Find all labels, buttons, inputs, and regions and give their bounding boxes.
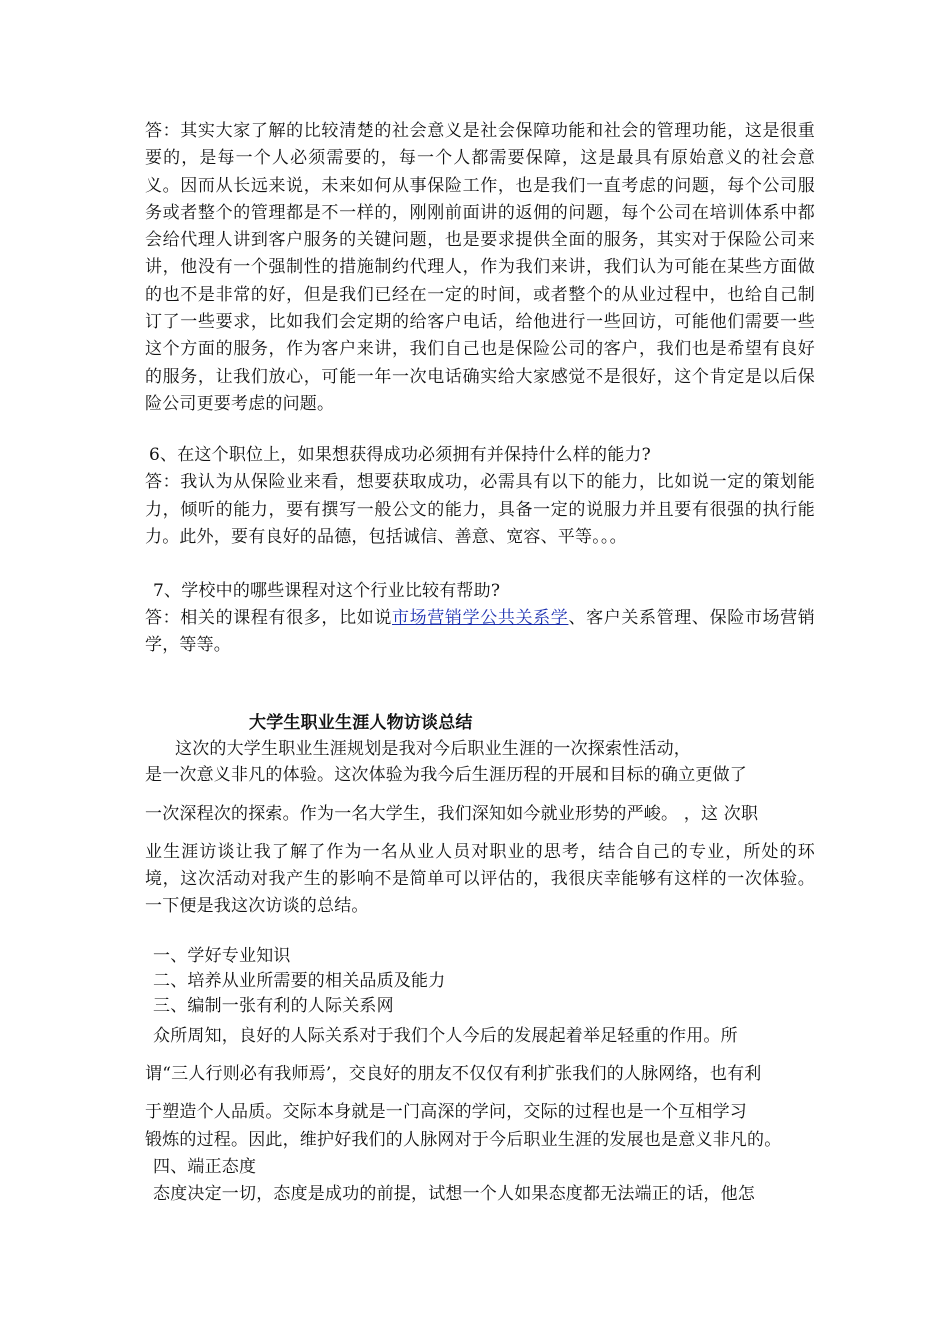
answer-7-prefix: 答：相关的课程有很多，比如说 [145, 607, 392, 628]
summary-intro-line-3: 一次深程次的探索。作为一名大学生，我们深知如今就业形势的严峻。 ，这 次职 [145, 803, 759, 824]
answer-6: 答：我认为从保险业来看，想要获取成功，必需具有以下的能力，比如说一定的策划能力，倾听的能力，要有撰写一般公文的能力，具备一定的说服力并且要有很强的执行能力。此外，要有良好的品德，包括诚信、善意、宽容、平等。。。 [145, 472, 815, 548]
summary-item-3: 三、编制一张有利的人际关系网 [153, 995, 394, 1016]
summary-item-1: 一、学好专业知识 [153, 945, 291, 966]
network-line-1: 众所周知，良好的人际关系对于我们个人今后的发展起着举足轻重的作用。所 [153, 1025, 738, 1046]
network-line-3: 于塑造个人品质。交际本身就是一门高深的学问，交际的过程也是一个互相学习 [145, 1101, 747, 1122]
answer-5-paragraph: 答：其实大家了解的比较清楚的社会意义是社会保障功能和社会的管理功能，这是很重要的，是每一个人必须需要的，每一个人都需要保障，这是最具有原始意义的社会意义。因而从长远来说，未来如何从事保险工作，也是我们一直考虑的问题，每个公司服务或者整个的管理都是不一样的，刚刚前面讲的返佣的问题，每个公司在培训体系中都会给代理人讲到客户服务的关键问题，也是要求提供全面的服务，其实对于保险公司来讲，他没有一个强制性的措施制约代理人，作为我们来讲，我们认为可能在某些方面做的也不是非常的好，但是我们已经在一定的时间，或者整个的从业过程中，也给自己制订了一些要求，比如我们会定期的给客户电话，给他进行一些回访，可能他们需要一些这个方面的服务，作为客户来讲，我们自己也是保险公司的客户，我们也是希望有良好的服务，让我们放心，可能一年一次电话确实给大家感觉不是很好，这个肯定是以后保险公司更要考虑的问题。 [145, 121, 815, 414]
summary-intro-line-1: 这次的大学生职业生涯规划是我对今后职业生涯的一次探索性活动， [175, 738, 691, 759]
attitude-line: 态度决定一切，态度是成功的前提，试想一个人如果态度都无法端正的话，他怎 [153, 1183, 755, 1204]
question-6: 6、在这个职位上，如果想获得成功必须拥有并保持什么样的能力? [149, 445, 651, 466]
summary-intro-rest: 业生涯访谈让我了解了作为一名从业人员对职业的思考，结合自己的专业，所处的环境，这次活动对我产生的影响不是简单可以评估的，我很庆幸能够有这样的一次体验。一下便是我这次访谈的总结。 [145, 841, 815, 916]
course-link[interactable]: 市场营销学公共关系学 [392, 607, 569, 628]
answer-7 [145, 605, 815, 660]
question-7: 7、学校中的哪些课程对这个行业比较有帮助? [153, 580, 501, 601]
document-page [145, 118, 815, 1207]
answer-7-suffix: 、客户关系管理、保险市场营销学，等等。 [145, 607, 815, 656]
summary-intro-line-2: 是一次意义非凡的体验。这次体验为我今后生涯历程的开展和目标的确立更做了 [145, 764, 747, 785]
network-rest: 锻炼的过程。因此，维护好我们的人脉网对于今后职业生涯的发展也是意义非凡的。 [145, 1129, 782, 1150]
network-line-2: 谓“三人行则必有我师焉’，交良好的朋友不仅仅有利扩张我们的人脉网络，也有利 [145, 1063, 762, 1084]
summary-title: 大学生职业生涯人物访谈总结 [249, 712, 473, 733]
summary-item-4: 四、端正态度 [153, 1156, 257, 1177]
summary-item-2: 二、培养从业所需要的相关品质及能力 [153, 970, 446, 991]
